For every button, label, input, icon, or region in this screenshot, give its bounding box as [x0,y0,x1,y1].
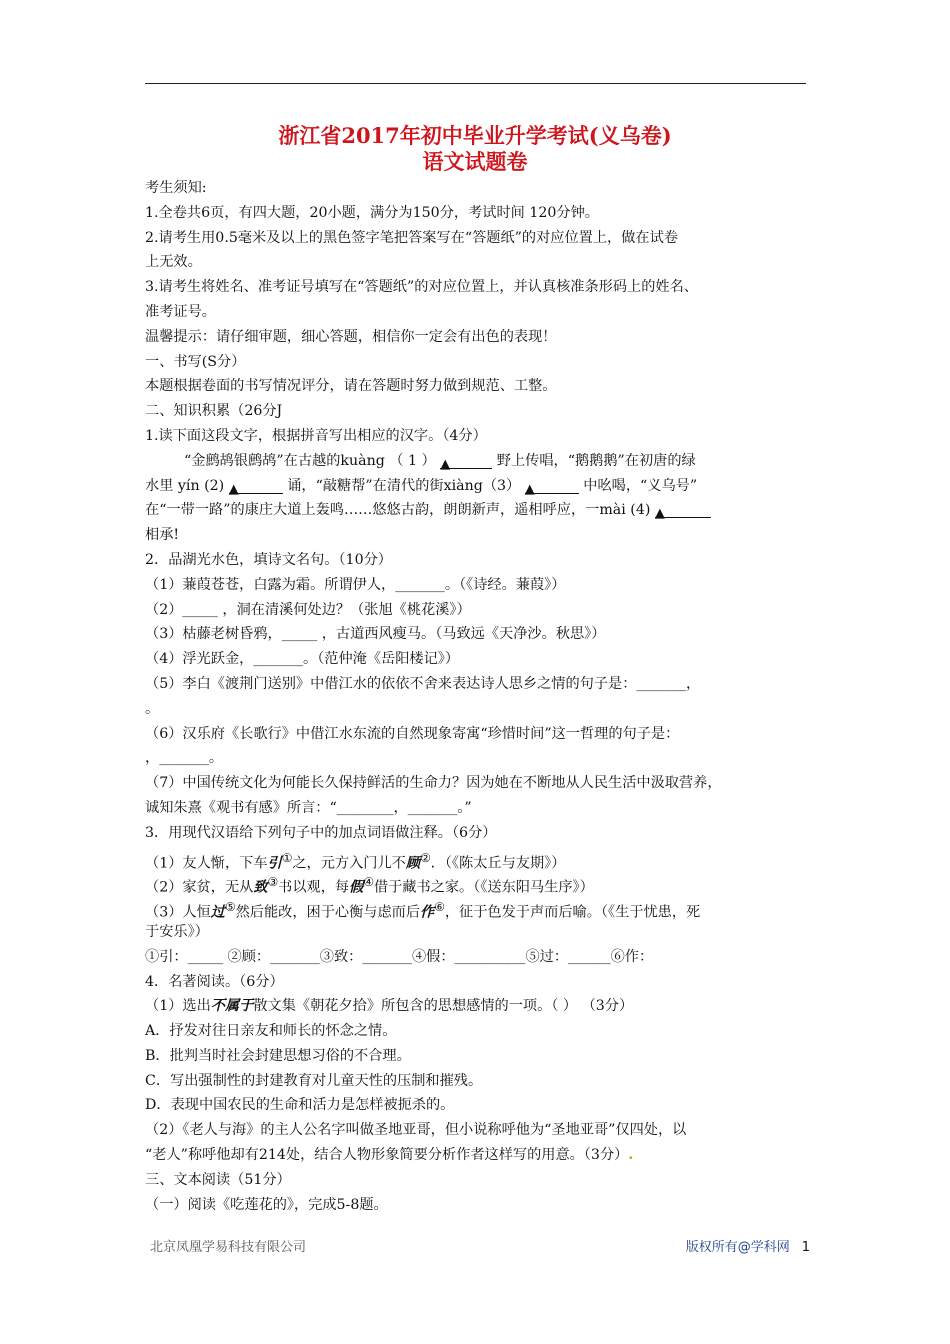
answer-line: ①引：_____ ②顾：_______③致：_______④假：__________⑤过：______⑥作： [145,948,654,965]
question-line: （1）选出不属于散文集《朝花夕拾》所包含的思想感情的一项。（ ） （3分） [145,998,634,1015]
question-line: 在“一带一路”的康庄大道上轰鸣……悠悠古韵，朗朗新声，遥相呼应，一mài (4) ▲ [145,498,809,523]
dotted-word: 顾 [405,855,421,871]
question-line: “老人”称呼他却有214处，结合人物形象简要分析作者这样写的用意。（3分）. [145,1147,634,1164]
notice-line: 考生须知: [145,180,207,196]
section-heading: 一、书写(S分） [145,353,246,370]
question-line: 诚知朱熹《观书有感》所言：“________，_______。” [145,799,472,816]
notice-line: 上无效。 [145,254,202,271]
exam-subtitle: 语文试题卷 [422,149,528,174]
question-line: （1）蒹葭苍苍，白露为霜。所谓伊人，_______。（《诗经。蒹葭》） [145,576,566,593]
option-b: B．批判当时社会封建思想习俗的不合理。 [145,1047,411,1064]
triangle-icon: ▲ [228,481,239,497]
answer-blank[interactable] [228,477,283,497]
triangle-icon: ▲ [524,481,535,497]
question-line: “金鹧鸪银鹧鸪”在古越的kuàng （ 1 ） ▲ 野上传唱，“鹅鹅鹅”在初唐的绿 [184,452,696,472]
option-d: D．表现中国农民的生命和活力是怎样被扼杀的。 [145,1097,455,1114]
notice-line: 1.全卷共6页，有四大题，20小题，满分为150分，考试时间 120分钟。 [145,204,599,221]
section-heading: 三、文本阅读（51分） [145,1171,291,1188]
section-text: 本题根据卷面的书写情况评分，请在答题时努力做到规范、工整。 [145,378,557,395]
dotted-word: 作 [420,904,435,920]
question-line: ，_______。 [145,750,224,767]
header-rule [145,83,806,84]
dotted-word: 假 [349,880,364,896]
question-line: （3）枯藤老树昏鸦，_____ ，古道西风瘦马。（马致远《天净沙。秋思》） [145,626,606,643]
question-line: 于安乐》） [145,923,209,940]
option-c: C．写出强制性的封建教育对儿童天性的压制和摧残。 [145,1072,483,1089]
question-line: （2）_____ ，洞在清溪何处边？（张旭《桃花溪》） [145,601,471,618]
dotted-word: 致 [253,880,268,896]
answer-blank[interactable] [440,452,492,472]
answer-blank[interactable] [654,501,711,522]
question-line: （4）浮光跃金，_______。（范仲淹《岳阳楼记》） [145,651,460,668]
question-stem: 1.读下面这段文字，根据拼音写出相应的汉字。（4分） [145,427,487,444]
question-line: （6）汉乐府《长歌行》中借江水东流的自然现象寄寓“珍惜时间”这一哲理的句子是： [145,725,680,742]
question-line: （2）家贫，无从致③书以观，每假④借于藏书之家。（《送东阳马生序》） [145,875,594,896]
exam-body [145,176,809,1217]
page-number: 1 [801,1240,810,1255]
notice-line: 2.请考生用0.5毫米及以上的黑色签字笔把答案写在“答题纸”的对应位置上，做在试卷 [145,229,678,246]
notice-line: 温馨提示：请仔细审题，细心答题，相信你一定会有出色的表现！ [145,328,557,345]
question-stem: 4．名著阅读。（6分） [145,973,284,990]
question-stem: 2．品湖光水色，填诗文名句。（10分） [145,551,392,568]
footer-copyright: 版权所有@学科网 1 [685,1240,810,1255]
question-line: （3）人恒过⑤然后能改，困于心衡与虑而后作⑥，征于色发于声而后喻。（《生于忧患，死 [145,900,701,920]
question-line: （7）中国传统文化为何能长久保持鲜活的生命力？因为她在不断地从人民生活中汲取营养， [145,775,722,792]
question-line: 。 [145,700,160,717]
emphasis-word: 不属于 [210,998,254,1015]
notice-line: 准考证号。 [145,303,216,320]
section-heading: 二、知识积累（26分J [145,403,283,420]
question-line: （5）李白《渡荆门送别》中借江水的依依不舍来表达诗人思乡之情的句子是：_______， [145,675,701,692]
question-line: （2）《老人与海》的主人公名字叫做圣地亚哥，但小说称呼他为“圣地亚哥”仅四处，以 [145,1122,687,1139]
triangle-icon: ▲ [440,456,451,472]
notice-line: 3.请考生将姓名、准考证号填写在“答题纸”的对应位置上，并认真核准条形码上的姓名、 [145,279,698,296]
option-a: A．抒发对往日亲友和师长的怀念之情。 [145,1023,397,1040]
section-text: （一）阅读《吃莲花的》，完成5-8题。 [145,1196,388,1213]
question-line: 水里 yín (2) ▲ 诵，“敲糖帮”在清代的街xiàng（3） ▲ 中吆喝，“义乌号” [145,477,698,497]
triangle-icon: ▲ [654,506,665,522]
question-stem: 3．用现代汉语给下列句子中的加点词语做注释。（6分） [145,824,497,841]
answer-blank[interactable] [524,477,579,497]
question-line: 相承! [145,527,180,544]
dotted-word: 引 [267,855,282,871]
exam-title: 浙江省2017年初中毕业升学考试(义乌卷) [278,123,672,148]
dotted-word: 过 [210,904,225,920]
question-line: （1）友人惭，下车引①之，元方入门儿不顾②．（《陈太丘与友期》） [145,850,566,871]
footer-company: 北京凤凰学易科技有限公司 [150,1240,307,1255]
